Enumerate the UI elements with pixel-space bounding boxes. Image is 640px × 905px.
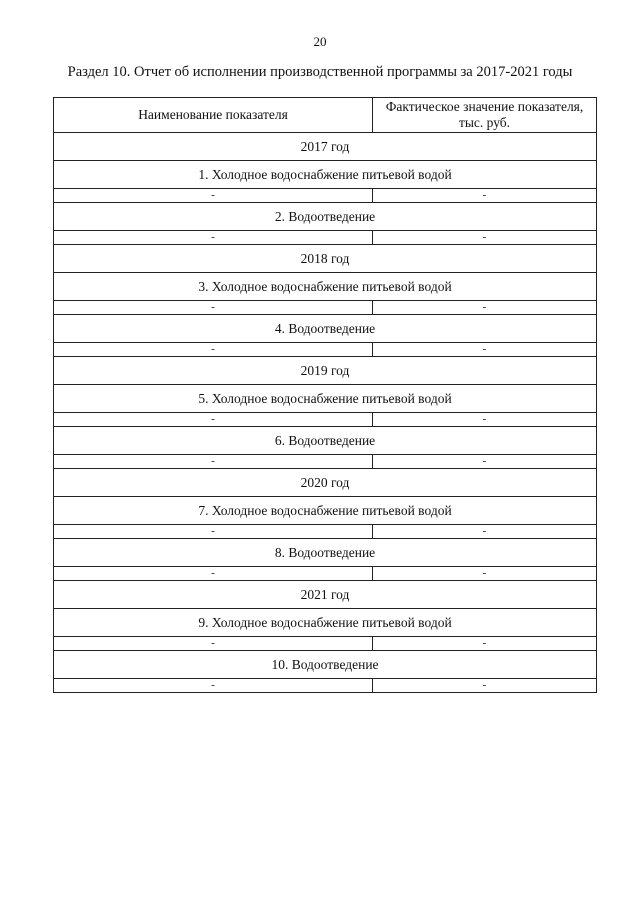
category-label: 2. Водоотведение	[54, 203, 597, 231]
indicator-name-cell: -	[54, 189, 373, 203]
actual-value-cell: -	[373, 413, 597, 427]
table-row	[54, 413, 597, 427]
indicator-name-cell: -	[54, 231, 373, 245]
category-row	[54, 315, 597, 343]
category-row	[54, 385, 597, 413]
category-label: 8. Водоотведение	[54, 539, 597, 567]
table-row	[54, 189, 597, 203]
year-label: 2018 год	[54, 245, 597, 273]
category-row	[54, 161, 597, 189]
actual-value-cell: -	[373, 455, 597, 469]
year-row	[54, 133, 597, 161]
actual-value-cell: -	[373, 301, 597, 315]
section-title: Раздел 10. Отчет об исполнении производственной программы за 2017-2021 годы	[67, 64, 573, 80]
category-label: 5. Холодное водоснабжение питьевой водой	[54, 385, 597, 413]
category-label: 3. Холодное водоснабжение питьевой водой	[54, 273, 597, 301]
indicator-name-cell: -	[54, 455, 373, 469]
header-actual-value: Фактическое значение показателя, тыс. руб.	[373, 98, 597, 133]
actual-value-cell: -	[373, 679, 597, 693]
category-label: 4. Водоотведение	[54, 315, 597, 343]
actual-value-cell: -	[373, 343, 597, 357]
year-row	[54, 245, 597, 273]
category-label: 1. Холодное водоснабжение питьевой водой	[54, 161, 597, 189]
indicator-name-cell: -	[54, 679, 373, 693]
indicator-name-cell: -	[54, 525, 373, 539]
actual-value-cell: -	[373, 189, 597, 203]
table-header	[54, 98, 597, 133]
table-row	[54, 343, 597, 357]
category-label: 7. Холодное водоснабжение питьевой водой	[54, 497, 597, 525]
year-label: 2020 год	[54, 469, 597, 497]
year-row	[54, 357, 597, 385]
table-row	[54, 231, 597, 245]
category-label: 9. Холодное водоснабжение питьевой водой	[54, 609, 597, 637]
actual-value-cell: -	[373, 637, 597, 651]
indicator-name-cell: -	[54, 567, 373, 581]
header-indicator-name: Наименование показателя	[54, 98, 373, 133]
table-row	[54, 525, 597, 539]
indicator-name-cell: -	[54, 301, 373, 315]
indicator-name-cell: -	[54, 413, 373, 427]
year-row	[54, 581, 597, 609]
table-row	[54, 455, 597, 469]
category-row	[54, 651, 597, 679]
indicator-name-cell: -	[54, 343, 373, 357]
category-row	[54, 273, 597, 301]
category-label: 6. Водоотведение	[54, 427, 597, 455]
category-row	[54, 609, 597, 637]
category-row	[54, 203, 597, 231]
table-row	[54, 637, 597, 651]
header-row	[54, 98, 597, 133]
category-row	[54, 427, 597, 455]
table-row	[54, 301, 597, 315]
category-label: 10. Водоотведение	[54, 651, 597, 679]
actual-value-cell: -	[373, 525, 597, 539]
table-row	[54, 567, 597, 581]
table-body	[54, 133, 597, 693]
year-label: 2021 год	[54, 581, 597, 609]
year-row	[54, 469, 597, 497]
category-row	[54, 497, 597, 525]
indicator-name-cell: -	[54, 637, 373, 651]
year-label: 2017 год	[54, 133, 597, 161]
actual-value-cell: -	[373, 231, 597, 245]
page-number: 20	[313, 34, 327, 49]
table-row	[54, 679, 597, 693]
report-table	[53, 97, 597, 693]
year-label: 2019 год	[54, 357, 597, 385]
category-row	[54, 539, 597, 567]
actual-value-cell: -	[373, 567, 597, 581]
